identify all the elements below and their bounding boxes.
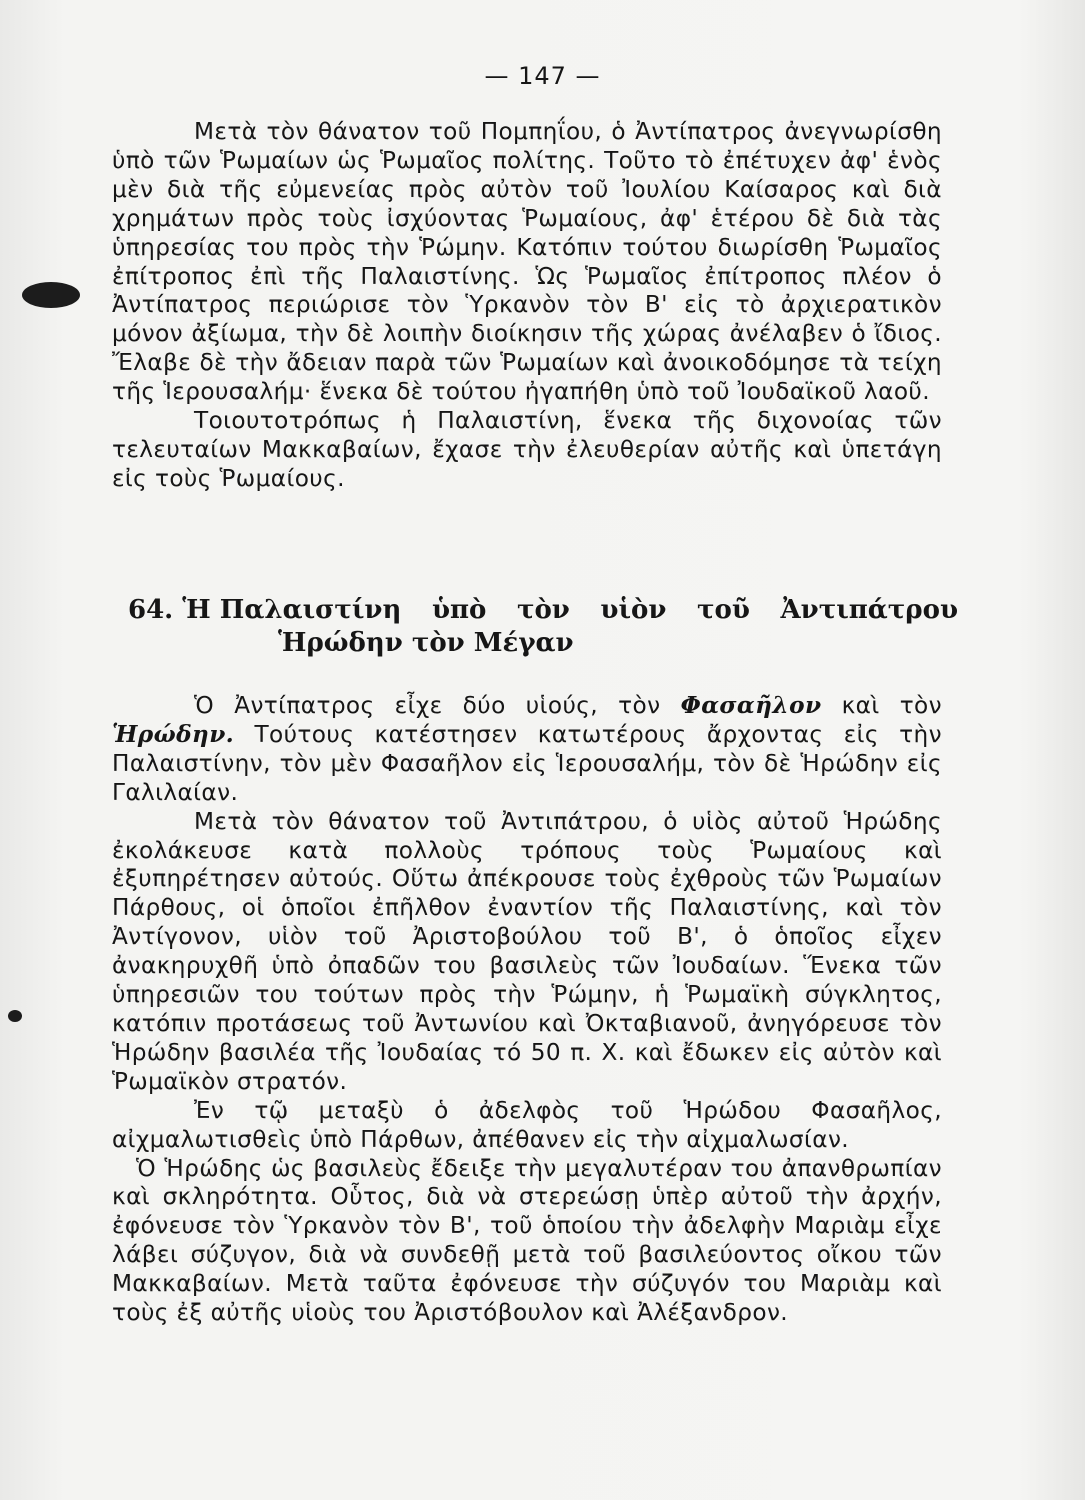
heading-number: 64. [128, 595, 174, 625]
name-phasael: Φασαῆλον [680, 692, 822, 719]
heading-line-2: Ἡρώδην τὸν Μέγαν [278, 628, 574, 658]
paragraph: Τοιουτοτρόπως ἡ Παλαιστίνη, ἕνεκα τῆς διχονοίας τῶν τελευταίων Μακκαβαίων, ἔχασε τὴν ἐλευθερίαν αὐτῆς καὶ ὑπετάγη εἰς τοὺς Ῥωμαίους. [112, 407, 942, 492]
paragraph: Μετὰ τὸν θάνατον τοῦ Ἀντιπάτρου, ὁ υἱὸς αὐτοῦ Ἡρώδης ἐκολάκευσε κατὰ πολλοὺς τρόπους τοὺς Ῥωμαίους καὶ ἐξυπηρέτησεν αὐτούς. Οὕτω ἀπέκρουσε τοὺς ἐχθροὺς τῶν Ῥωμαίων Πάρθους, οἱ ὁποῖοι ἐπῆλθον ἐναντίον τῆς Παλαιστίνης, καὶ τὸν Ἀντίγονον, υἱὸν τοῦ Ἀριστοβούλου τοῦ Β', ὁ ὁποῖος εἶχεν ἀνακηρυχθῆ ὑπὸ ὀπαδῶν του βασιλεὺς τῶν Ἰουδαίων. Ἕνεκα τῶν ὑπηρεσιῶν του τούτων πρὸς τὴν Ῥώμην, ἡ Ῥωμαϊκὴ σύγκλητος, κατόπιν προτάσεως τοῦ Ἀντωνίου καὶ Ὀκταβιανοῦ, ἀνηγόρευσε τὸν Ἡρώδην βασιλέα τῆς Ἰουδαίας τό 50 π. Χ. καὶ ἔδωκεν εἰς αὐτὸν καὶ Ῥωμαϊκὸν στρατόν. [112, 807, 942, 1095]
heading-word: υἱὸν [600, 595, 667, 625]
text-run: Τούτους κατέστησεν κατωτέρους ἄρχοντας εἰς τὴν Παλαιστίνην, τὸν μὲν Φασαῆλον εἰς Ἱερουσαλήμ, τὸν δὲ Ἡρώδην εἰς Γαλιλαίαν. [112, 720, 942, 806]
section-heading [128, 594, 958, 660]
page-number: — 147 — [484, 62, 601, 90]
heading-word: τὸν [516, 595, 570, 625]
heading-word: Ἀντιπάτρου [780, 595, 958, 625]
heading-number-and-word [128, 594, 401, 627]
paragraph: Μετὰ τὸν θάνατον τοῦ Πομπηΐου, ὁ Ἀντίπατρος ἀνεγνωρίσθη ὑπὸ τῶν Ῥωμαίων ὡς Ῥωμαῖος πολίτης. Τοῦτο τὸ ἐπέτυχεν ἀφ' ἑνὸς μὲν διὰ τῆς εὐμενείας πρὸς αὐτὸν τοῦ Ἰουλίου Καίσαρος καὶ διὰ χρημάτων πρὸς τοὺς ἰσχύοντας Ῥωμαίους, ἀφ' ἑτέρου δὲ διὰ τὰς ὑπηρεσίας του πρὸς τὴν Ῥώμην. Κατόπιν τούτου διωρίσθη Ῥωμαῖος ἐπίτροπος ἐπὶ τῆς Παλαιστίνης. Ὡς Ῥωμαῖος ἐπίτροπος πλέον ὁ Ἀντίπατρος περιώρισε τὸν Ὑρκανὸν τὸν Β' εἰς τὸ ἀρχιερατικὸν μόνον ἀξίωμα, τὴν δὲ λοιπὴν διοίκησιν τῆς χώρας ἀνέλαβεν ὁ ἴδιος. Ἔλαβε δὲ τὴν ἄδειαν παρὰ τῶν Ῥωμαίων καὶ ἀνοικοδόμησε τὰ τείχη τῆς Ἱερουσαλήμ· ἕνεκα δὲ τούτου ἠγαπήθη ὑπὸ τοῦ Ἰουδαϊκοῦ λαοῦ. [112, 118, 942, 406]
paragraph [112, 692, 942, 808]
paragraph: Ὁ Ἡρώδης ὡς βασιλεὺς ἔδειξε τὴν μεγαλυτέραν του ἀπανθρωπίαν καὶ σκληρότητα. Οὗτος, διὰ νὰ στερεώσῃ ὑπὲρ αὐτοῦ τὴν ἀρχήν, ἐφόνευσε τὸν Ὑρκανὸν τὸν Β', τοῦ ὁποίου τὴν ἀδελφὴν Μαριὰμ εἶχε λάβει σύζυγον, διὰ νὰ συνδεθῇ μετὰ τοῦ βασιλεύοντος οἴκου τῶν Μακκαβαίων. Μετὰ ταῦτα ἐφόνευσε τὴν σύζυγόν του Μαριὰμ καὶ τοὺς ἐξ αὐτῆς υἱοὺς του Ἀριστόβουλον καὶ Ἀλέξανδρον. [112, 1154, 942, 1327]
name-herod: Ἡρώδην. [112, 720, 235, 748]
ink-speck [8, 1010, 22, 1022]
heading-word: Ἡ Παλαιστίνη [182, 595, 402, 625]
heading-line-1 [128, 594, 958, 627]
heading-word: ὑπὸ [431, 595, 487, 625]
text-run: Ὁ Ἀντίπατρος εἶχε δύο υἱούς, τὸν [194, 692, 681, 719]
text-run: καὶ τὸν [821, 692, 942, 719]
section-two-text [112, 692, 942, 1328]
section-one-text [112, 118, 942, 494]
ink-blot [22, 282, 80, 308]
paragraph: Ἐν τῷ μεταξὺ ὁ ἀδελφὸς τοῦ Ἡρώδου Φασαῆλος, αἰχμαλωτισθεὶς ὑπὸ Πάρθων, ἀπέθανεν εἰς τὴν αἰχμαλωσίαν. [112, 1096, 942, 1153]
heading-word: τοῦ [697, 595, 750, 625]
